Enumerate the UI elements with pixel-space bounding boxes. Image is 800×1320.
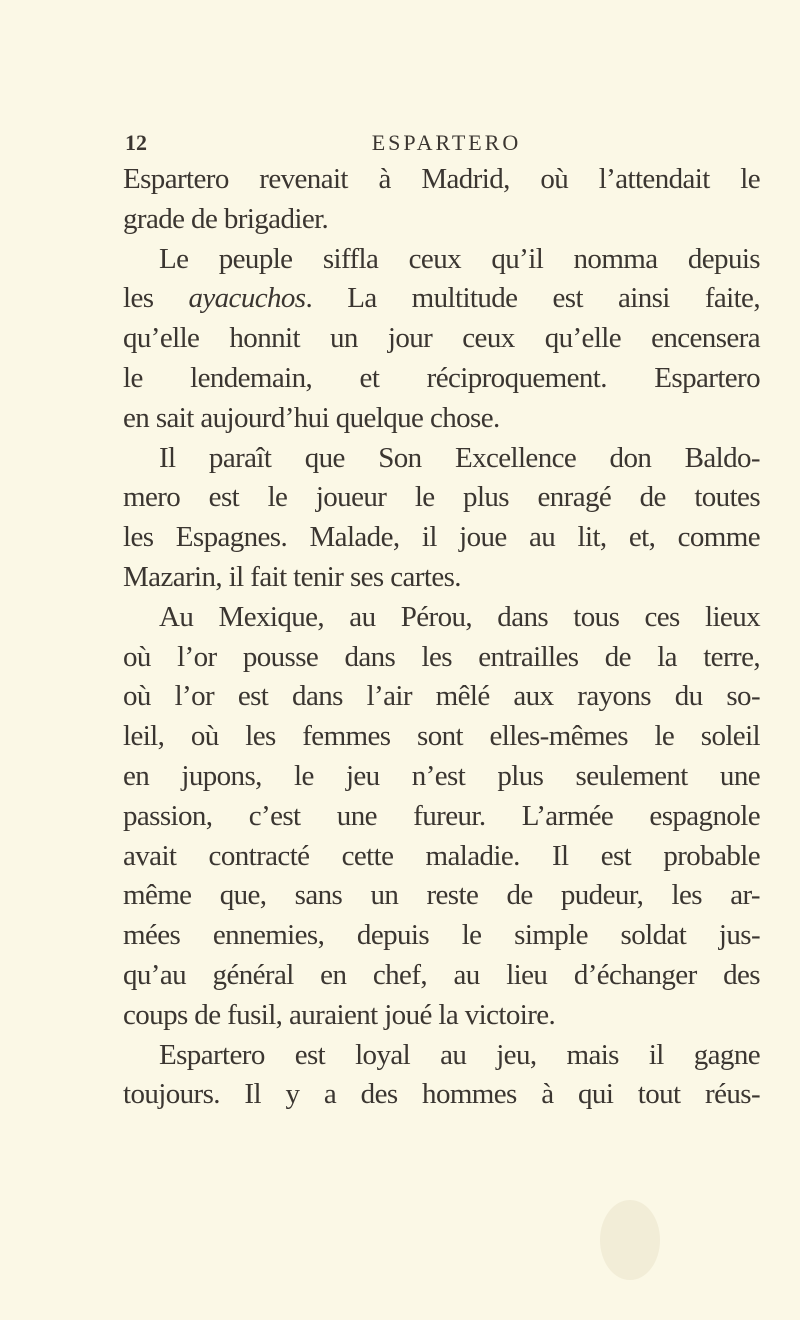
text-line [123, 200, 760, 240]
text-segment: mées ennemies, depuis le simple soldat jus- [123, 919, 760, 952]
italic-word: ayacuchos [188, 282, 306, 315]
text-line [123, 996, 760, 1036]
text-line [123, 279, 760, 319]
text-segment: mero est le joueur le plus enragé de toutes [123, 481, 760, 514]
text-line [123, 439, 760, 479]
running-header [123, 126, 760, 160]
text-line [123, 638, 760, 678]
text-segment: qu’elle honnit un jour ceux qu’elle encensera [123, 322, 760, 355]
text-segment: le lendemain, et réciproquement. Espartero [123, 361, 760, 394]
text-line [123, 240, 760, 280]
text-line [123, 797, 760, 837]
page-body-text [123, 160, 760, 1115]
text-line [123, 876, 760, 916]
text-line [123, 837, 760, 877]
text-line [123, 319, 760, 359]
running-title: ESPARTERO [371, 130, 522, 155]
text-segment: qu’au général en chef, au lieu d’échanger des [123, 958, 760, 991]
text-segment: Il paraît que Son Excellence don Baldo- [159, 441, 760, 474]
text-segment: les [123, 282, 189, 315]
text-segment: grade de brigadier. [123, 202, 329, 235]
text-line [123, 677, 760, 717]
text-segment: Espartero est loyal au jeu, mais il gagne [159, 1038, 760, 1071]
text-segment: passion, c’est une fureur. L’armée espagnole [123, 799, 760, 832]
text-segment: leil, où les femmes sont elles-mêmes le soleil [123, 720, 760, 753]
text-line [123, 359, 760, 399]
text-line [123, 399, 760, 439]
text-segment: avait contracté cette maladie. Il est probable [123, 839, 760, 872]
text-segment: Le peuple siffla ceux qu’il nomma depuis [159, 242, 760, 275]
paper-stain [600, 1200, 660, 1280]
text-segment: où l’or est dans l’air mêlé aux rayons du so- [123, 680, 760, 713]
text-segment: toujours. Il y a des hommes à qui tout réus- [123, 1078, 760, 1111]
text-line [123, 558, 760, 598]
text-segment: même que, sans un reste de pudeur, les ar- [123, 879, 760, 912]
page-number: 12 [125, 130, 147, 155]
text-line [123, 717, 760, 757]
text-segment: Au Mexique, au Pérou, dans tous ces lieux [159, 600, 760, 633]
text-line [123, 956, 760, 996]
text-segment: Espartero revenait à Madrid, où l’attendait le [123, 163, 760, 195]
text-line [123, 598, 760, 638]
text-line [123, 757, 760, 797]
text-line [123, 518, 760, 558]
text-segment: . La multitude est ainsi faite, [305, 282, 760, 315]
text-line [123, 1036, 760, 1076]
text-line [123, 160, 760, 200]
text-segment: en sait aujourd’hui quelque chose. [123, 401, 500, 434]
text-segment: Mazarin, il fait tenir ses cartes. [123, 560, 461, 593]
text-segment: en jupons, le jeu n’est plus seulement une [123, 759, 760, 792]
text-line [123, 478, 760, 518]
text-segment: coups de fusil, auraient joué la victoire. [123, 998, 556, 1031]
text-segment: les Espagnes. Malade, il joue au lit, et, comme [123, 521, 760, 554]
text-line [123, 1075, 760, 1115]
text-line [123, 916, 760, 956]
text-segment: où l’or pousse dans les entrailles de la terre, [123, 640, 760, 673]
